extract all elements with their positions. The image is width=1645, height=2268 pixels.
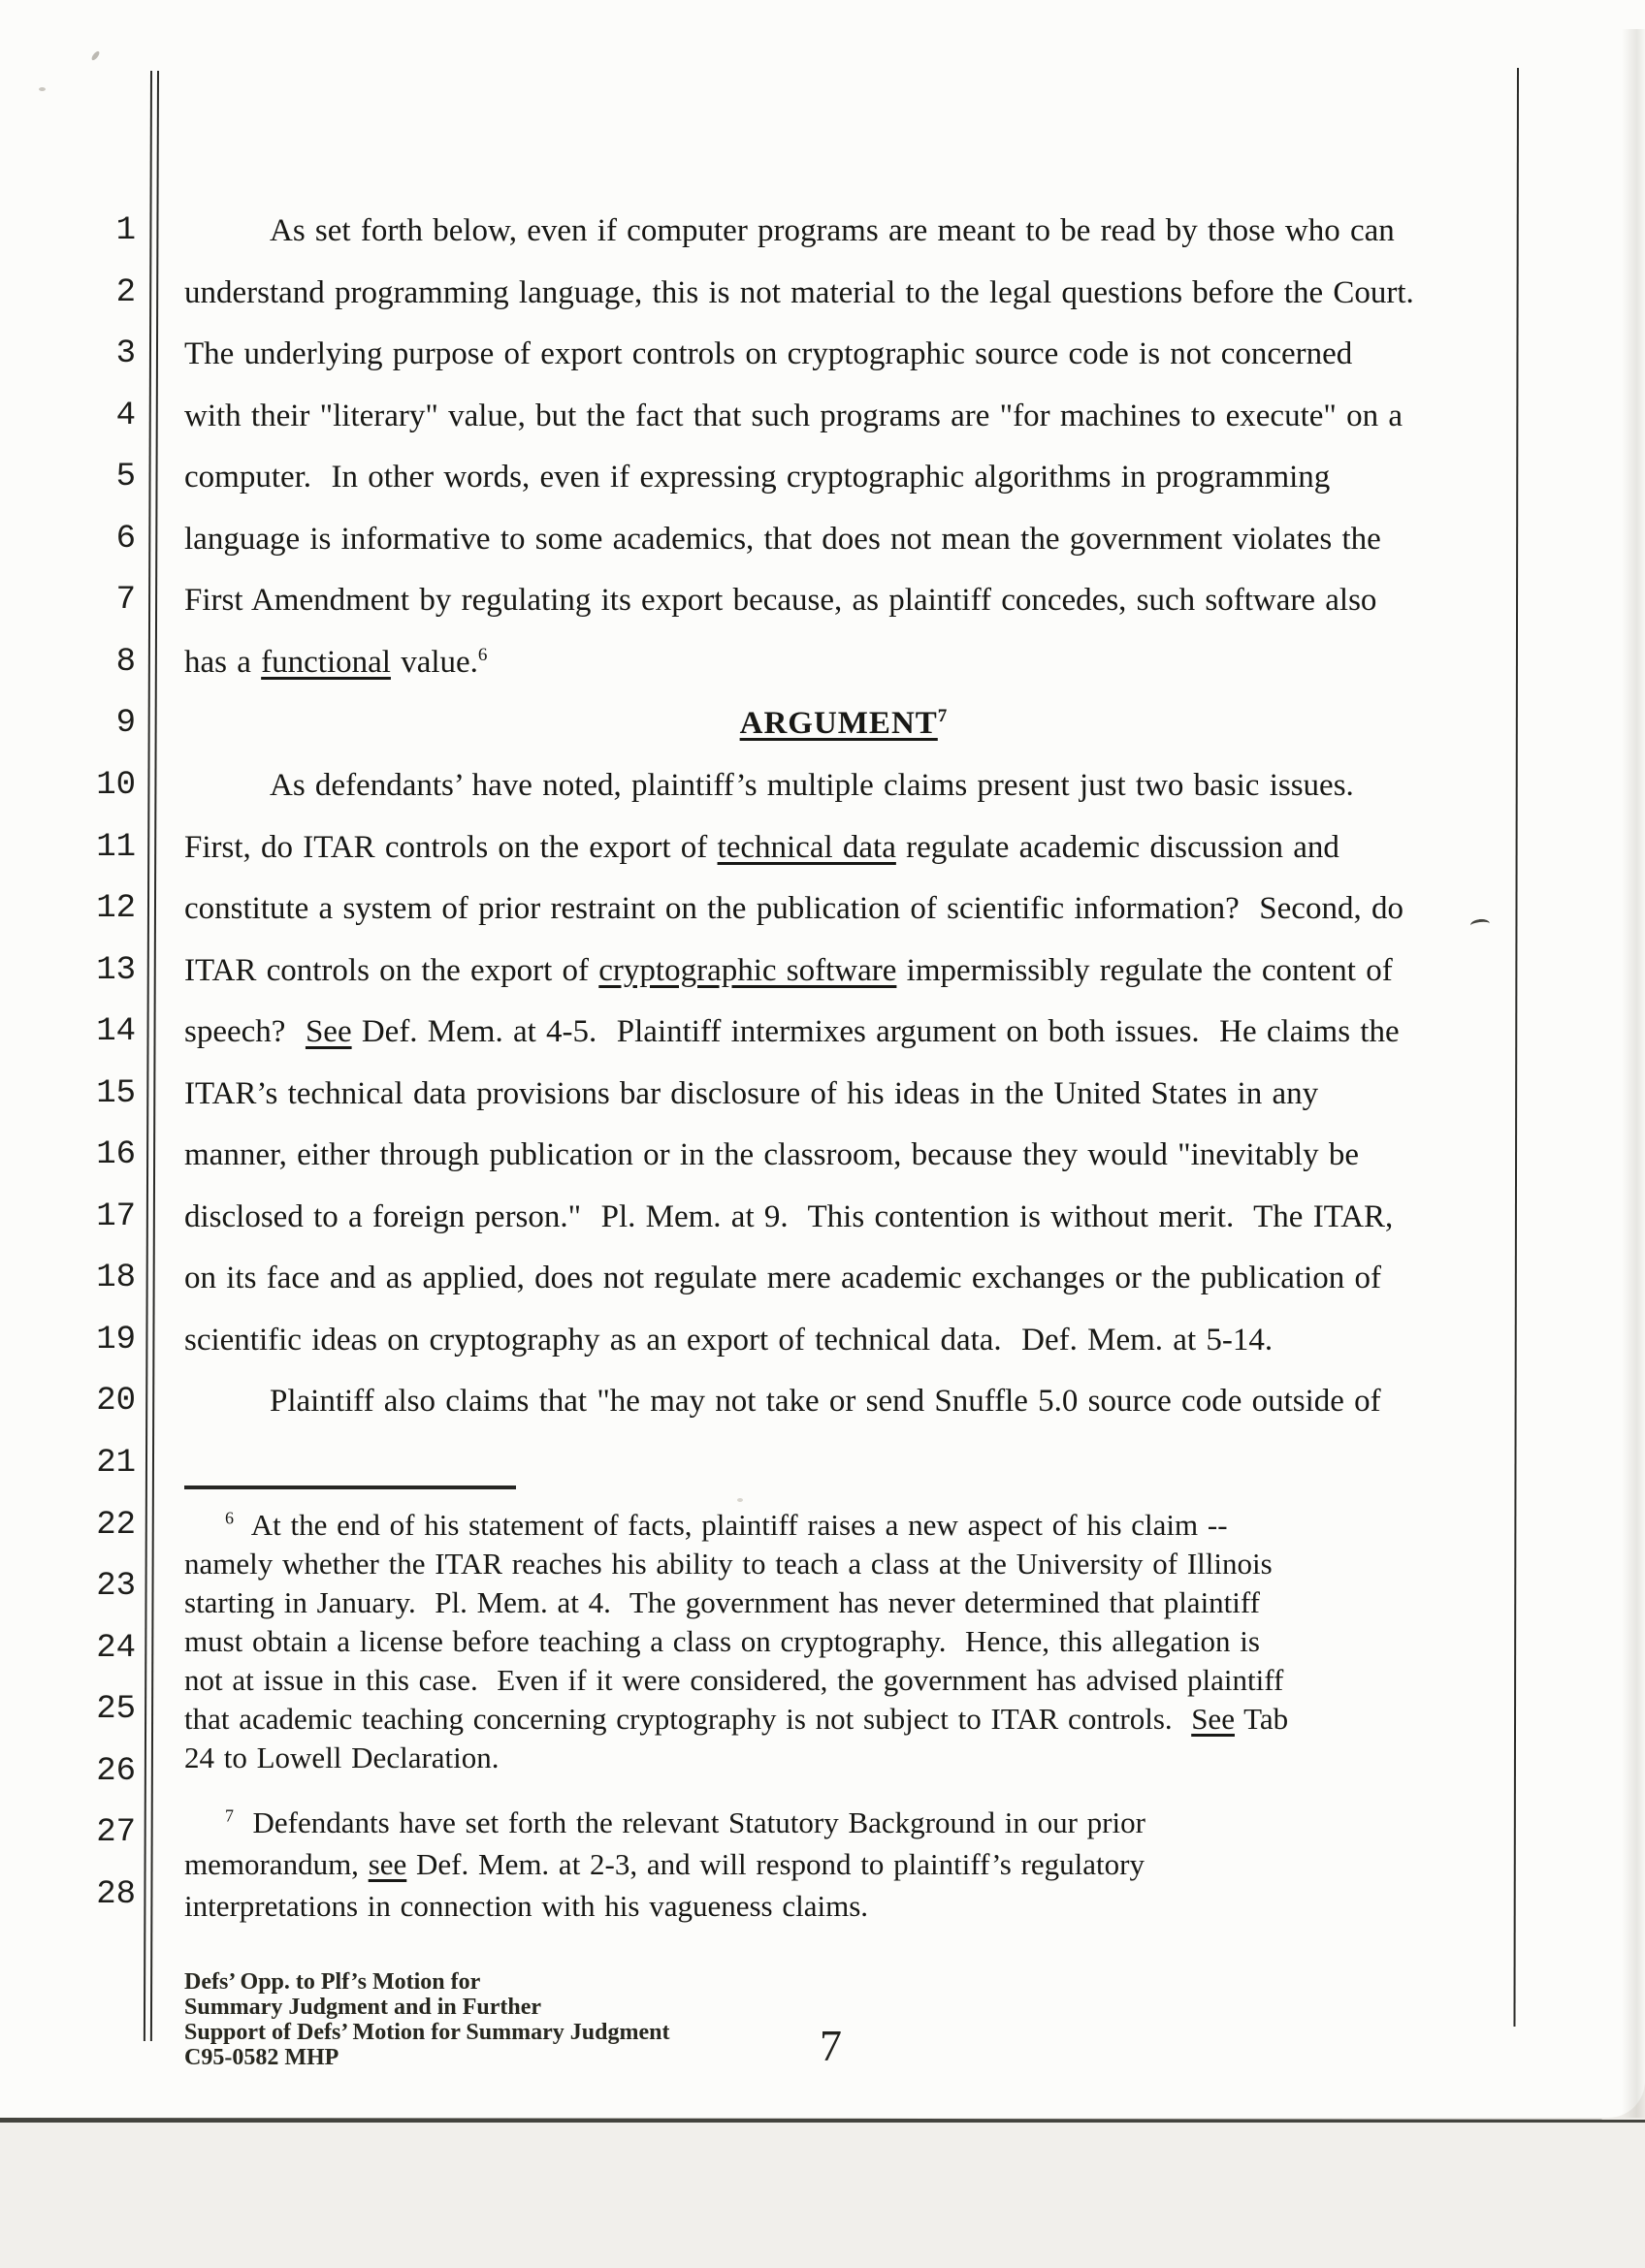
line-number: 8: [115, 643, 136, 681]
line-number: 26: [96, 1752, 136, 1790]
text-run: Defendants have set forth the relevant Statutory Background in our prior: [233, 1805, 1145, 1839]
body-line: [184, 764, 1503, 809]
text-run: Tab: [1234, 1702, 1289, 1736]
text-run: First Amendment by regulating its export because, as plaintiff concedes, such software also: [184, 583, 1377, 619]
underlined-text: See: [1191, 1702, 1235, 1736]
line-number: 13: [96, 951, 136, 989]
text-run: that academic teaching concerning cryptography is not subject to ITAR controls.: [184, 1702, 1192, 1736]
page-number: 7: [820, 2021, 842, 2070]
line-number: 24: [96, 1629, 136, 1667]
body-line: [184, 1319, 1503, 1363]
line-number: 25: [96, 1691, 136, 1729]
text-run: on its face and as applied, does not regulate mere academic exchanges or the publication of: [184, 1261, 1382, 1296]
footnote-line: [184, 1622, 1523, 1663]
page-right-edge-shadow: [1622, 29, 1645, 2118]
text-run: As set forth below, even if computer programs are meant to be read by those who can: [270, 213, 1395, 248]
body-line: [184, 272, 1503, 316]
body-line: [184, 1134, 1503, 1178]
underlined-text: See: [305, 1014, 352, 1050]
footnote-reference: 7: [937, 706, 949, 727]
body-line: [184, 826, 1503, 871]
text-run: impermissibly regulate the content of: [896, 952, 1393, 988]
text-run: Def. Mem. at 4-5. Plaintiff intermixes argument on both issues. He claims the: [351, 1014, 1400, 1050]
line-number: 11: [96, 828, 136, 866]
text-run: speech?: [184, 1014, 306, 1050]
line-number: 19: [96, 1321, 136, 1358]
text-run: The underlying purpose of export controls on cryptographic source code is not concerned: [184, 336, 1353, 372]
line-number: 3: [115, 335, 136, 373]
footnote-line: [184, 1804, 1523, 1844]
text-run: language is informative to some academics, that does not mean the government violates the: [184, 521, 1381, 557]
line-number: 21: [96, 1445, 136, 1482]
text-run: regulate academic discussion and: [895, 829, 1339, 865]
scan-speck: [39, 87, 46, 91]
text-run: understand programming language, this is not material to the legal questions before the Court.: [184, 274, 1414, 310]
text-run: First, do ITAR controls on the export of: [184, 829, 718, 865]
footnote-line: [184, 1661, 1523, 1702]
footnote-line: [184, 1739, 1523, 1779]
footnote-line: [184, 1700, 1523, 1741]
footer-caption-line-3: Support of Defs’ Motion for Summary Judgment: [184, 2020, 670, 2045]
text-run: interpretations in connection with his vagueness claims.: [184, 1889, 869, 1923]
body-line: [184, 1010, 1503, 1055]
underlined-text: functional: [261, 644, 391, 680]
body-line: [184, 333, 1503, 377]
text-run: with their "literary" value, but the fact that such programs are "for machines to execute" on a: [184, 398, 1403, 433]
text-run: manner, either through publication or in the classroom, because they would "inevitably be: [184, 1137, 1359, 1173]
line-number: 6: [115, 520, 136, 558]
body-line: [184, 395, 1503, 439]
footnote-line: [184, 1887, 1523, 1928]
body-line: [184, 1072, 1503, 1117]
footnote-separator-rule: [184, 1485, 516, 1489]
underlined-text: cryptographic software: [598, 952, 897, 988]
line-number: 10: [96, 766, 136, 804]
line-number: 17: [96, 1198, 136, 1235]
text-run: ITAR controls on the export of: [184, 952, 599, 988]
body-line: [184, 887, 1503, 932]
footnote-line: [184, 1583, 1523, 1624]
line-number: 5: [115, 459, 136, 496]
footnote-reference: 7: [225, 1805, 234, 1826]
line-number: 27: [96, 1814, 136, 1852]
body-line: [184, 1257, 1503, 1301]
text-run: must obtain a license before teaching a class on cryptography. Hence, this allegation is: [184, 1624, 1260, 1658]
footnote-line: [184, 1545, 1523, 1585]
line-number: 16: [96, 1136, 136, 1174]
text-run: has a: [184, 644, 262, 680]
body-line: [184, 1380, 1503, 1424]
body-line: [184, 456, 1503, 500]
line-number: 7: [115, 582, 136, 620]
text-run: 24 to Lowell Declaration.: [184, 1741, 500, 1774]
text-run: memorandum,: [184, 1847, 369, 1881]
line-number: 18: [96, 1260, 136, 1297]
line-number: 28: [96, 1875, 136, 1913]
line-number: 22: [96, 1506, 136, 1544]
line-number: 20: [96, 1383, 136, 1421]
line-number: 15: [96, 1074, 136, 1112]
body-line: [184, 702, 1503, 747]
text-run: starting in January. Pl. Mem. at 4. The government has never determined that plaintiff: [184, 1585, 1260, 1619]
text-run: computer. In other words, even if expressing cryptographic algorithms in programming: [184, 460, 1331, 495]
body-line: [184, 518, 1503, 562]
body-line: [184, 949, 1503, 994]
text-run: namely whether the ITAR reaches his ability to teach a class at the University of Illinois: [184, 1547, 1273, 1581]
footer-caption-line-1: Defs’ Opp. to Plf’s Motion for: [184, 1969, 481, 1995]
footnote-reference: 6: [477, 644, 488, 665]
underlined-text: ARGUMENT: [739, 706, 938, 742]
text-run: scientific ideas on cryptography as an export of technical data. Def. Mem. at 5-14.: [184, 1322, 1274, 1358]
text-run: As defendants’ have noted, plaintiff’s multiple claims present just two basic issues.: [270, 767, 1354, 803]
text-run: constitute a system of prior restraint on the publication of scientific information? Second, do: [184, 891, 1403, 927]
body-line: [184, 209, 1503, 254]
underlined-text: technical data: [717, 829, 896, 865]
body-line: [184, 641, 1503, 686]
line-number: 1: [115, 212, 136, 249]
line-number: 12: [96, 890, 136, 928]
text-run: At the end of his statement of facts, plaintiff raises a new aspect of his claim --: [233, 1508, 1228, 1542]
line-number: 2: [115, 273, 136, 311]
scanner-background: [0, 2123, 1645, 2268]
footer-case-number: C95-0582 MHP: [184, 2045, 339, 2070]
line-number: 4: [115, 397, 136, 434]
text-run: disclosed to a foreign person." Pl. Mem. at 9. This contention is without merit. The ITAR,: [184, 1198, 1394, 1234]
text-run: Plaintiff also claims that "he may not take or send Snuffle 5.0 source code outside of: [270, 1384, 1381, 1420]
line-number: 23: [96, 1568, 136, 1606]
line-number: 14: [96, 1013, 136, 1051]
footnote-line: [184, 1845, 1523, 1886]
body-line: [184, 1196, 1503, 1240]
footnote-line: [184, 1506, 1523, 1547]
footnote-reference: 6: [225, 1508, 234, 1528]
footer-caption-line-2: Summary Judgment and in Further: [184, 1995, 542, 2020]
text-run: Def. Mem. at 2-3, and will respond to plaintiff’s regulatory: [406, 1847, 1145, 1881]
text-run: ITAR’s technical data provisions bar disclosure of his ideas in the United States in any: [184, 1075, 1319, 1111]
text-run: value.: [390, 644, 478, 680]
scan-speck: [737, 1498, 743, 1502]
line-number: 9: [115, 705, 136, 743]
text-run: not at issue in this case. Even if it were considered, the government has advised plaintiff: [184, 1663, 1284, 1697]
underlined-text: see: [368, 1847, 407, 1881]
body-line: [184, 579, 1503, 623]
